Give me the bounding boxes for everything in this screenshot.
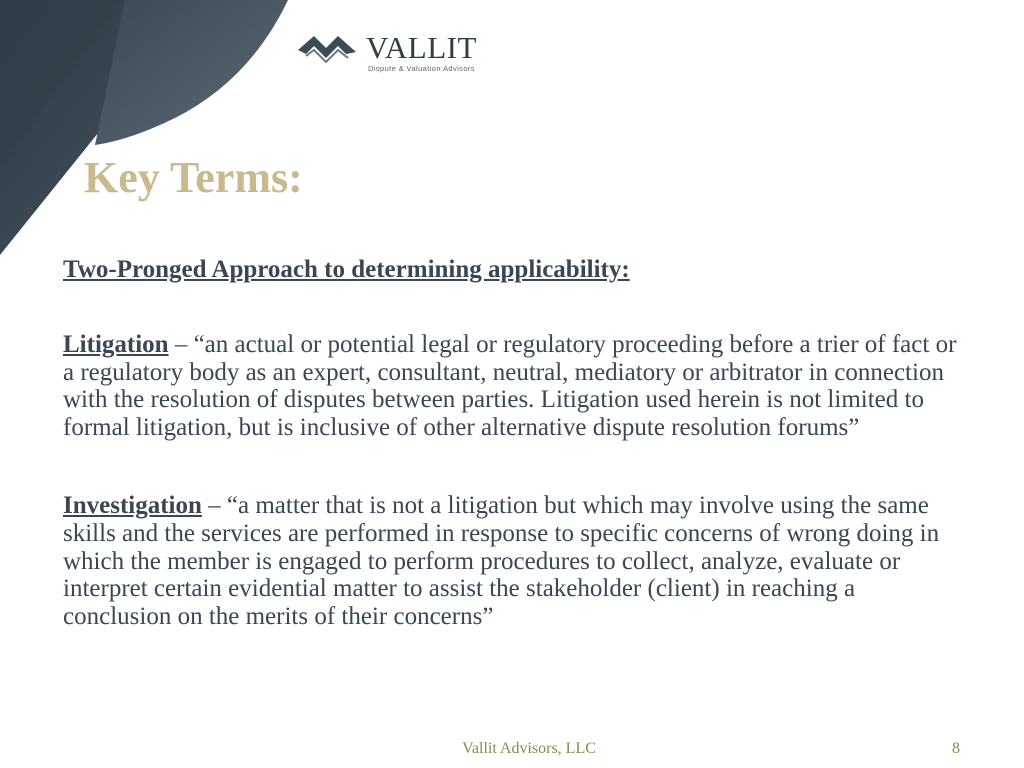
term-definition: – “an actual or potential legal or regulatory proceeding before a trier of fact or a regulatory body as an expert, consultant, neutral, mediatory or arbitrator in connection with the resolution of disputes between parties. Litigation used herein is not limited to formal litigation, but is inclusive of other alternative dispute resolution forums”: [63, 331, 957, 441]
logo-mark-icon: [296, 30, 368, 70]
slide-body: [63, 254, 963, 681]
footer-company: Vallit Advisors, LLC: [462, 740, 596, 757]
term-litigation: [63, 331, 963, 441]
vallit-logo: [296, 28, 496, 76]
term-name: Litigation: [63, 331, 169, 358]
logo-wordmark: VALLIT: [366, 30, 477, 65]
slide-title: Key Terms:: [84, 153, 303, 202]
subheading: Two-Pronged Approach to determining applicability:: [63, 256, 630, 283]
term-definition: – “a matter that is not a litigation but which may involve using the same skills and the services are performed in response to specific concerns of wrong doing in which the member is engaged to perform procedures to collect, analyze, evaluate or interpret certain evidential matter to assist the stakeholder (client) in reaching a conclusion on the merits of their concerns”: [63, 492, 940, 630]
term-investigation: [63, 492, 963, 630]
logo-tagline: Dispute & Valuation Advisors: [368, 64, 475, 73]
term-name: Investigation: [63, 492, 202, 520]
corner-decoration: [0, 0, 300, 260]
page-number: 8: [952, 740, 960, 757]
